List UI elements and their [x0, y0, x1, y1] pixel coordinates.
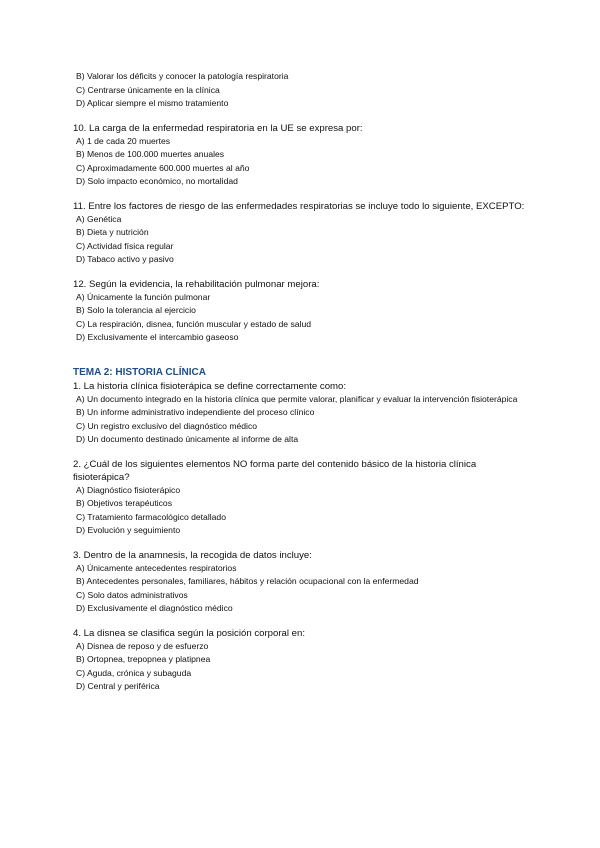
option-a: A) Un documento integrado en la historia clínica que permite valorar, planificar y evaluar la intervención fisioterápica — [76, 393, 518, 404]
tema2-question-2 — [73, 458, 533, 538]
tema2-question-4 — [73, 627, 533, 694]
question-text: 3. Dentro de la anamnesis, la recogida de datos incluye: — [73, 549, 312, 561]
option-c: C) Un registro exclusivo del diagnóstico médico — [76, 420, 258, 431]
option-b: B) Un informe administrativo independiente del proceso clínico — [76, 407, 315, 417]
question-text: 1. La historia clínica fisioterápica se define correctamente como: — [73, 380, 347, 392]
option-a: A) Disnea de reposo y de esfuerzo — [76, 640, 209, 651]
question-text: 4. La disnea se clasifica según la posición corporal en: — [73, 627, 305, 639]
option-c: C) Solo datos administrativos — [76, 589, 188, 600]
option-a: A) Genética — [76, 213, 122, 224]
option-d: D) Solo impacto económico, no mortalidad — [76, 176, 238, 186]
option-a: A) Diagnóstico fisioterápico — [76, 484, 181, 495]
question-10 — [73, 122, 533, 189]
section-title: TEMA 2: HISTORIA CLÍNICA — [73, 366, 206, 378]
question-text: 10. La carga de la enfermedad respiratoria en la UE se expresa por: — [73, 122, 363, 134]
tema2-question-1 — [73, 380, 533, 447]
option-c: C) Tratamiento farmacológico detallado — [76, 511, 226, 522]
option-a: A) 1 de cada 20 muertes — [76, 135, 171, 146]
option-d: D) Exclusivamente el intercambio gaseoso — [76, 332, 239, 342]
option-b: B) Ortopnea, trepopnea y platipnea — [76, 654, 211, 664]
option-b: B) Valorar los déficits y conocer la patología respiratoria — [76, 71, 289, 81]
option-c: C) Aguda, crónica y subaguda — [76, 667, 192, 678]
option-b: B) Objetivos terapéuticos — [76, 498, 173, 508]
page-content — [73, 70, 533, 705]
option-a: A) Únicamente antecedentes respiratorios — [76, 562, 237, 573]
option-b: B) Menos de 100.000 muertes anuales — [76, 149, 225, 159]
question-12 — [73, 278, 533, 345]
option-d: D) Tabaco activo y pasivo — [76, 254, 174, 264]
option-d: D) Exclusivamente el diagnóstico médico — [76, 603, 233, 613]
tema2-question-3 — [73, 549, 533, 616]
question-9-options — [73, 70, 533, 111]
option-d: D) Evolución y seguimiento — [76, 525, 181, 535]
option-d: D) Un documento destinado únicamente al informe de alta — [76, 434, 299, 444]
option-c: C) Aproximadamente 600.000 muertes al año — [76, 162, 250, 173]
option-b: B) Solo la tolerancia al ejercicio — [76, 305, 196, 315]
option-a: A) Únicamente la función pulmonar — [76, 291, 211, 302]
question-text: 11. Entre los factores de riesgo de las enfermedades respiratorias se incluye todo lo siguiente, EXCEPTO: — [73, 200, 525, 212]
option-d: D) Central y periférica — [76, 681, 160, 691]
option-c: C) Actividad física regular — [76, 240, 174, 251]
option-c: C) Centrarse únicamente en la clínica — [76, 84, 220, 95]
option-d: D) Aplicar siempre el mismo tratamiento — [76, 98, 229, 108]
question-11 — [73, 200, 533, 267]
question-text: 2. ¿Cuál de los siguientes elementos NO forma parte del contenido básico de la historia clínica fisioterápica? — [73, 458, 477, 483]
option-b: B) Dieta y nutrición — [76, 227, 149, 237]
option-b: B) Antecedentes personales, familiares, hábitos y relación ocupacional con la enfermedad — [76, 576, 419, 586]
option-c: C) La respiración, disnea, función muscular y estado de salud — [76, 318, 312, 329]
question-text: 12. Según la evidencia, la rehabilitación pulmonar mejora: — [73, 278, 320, 290]
